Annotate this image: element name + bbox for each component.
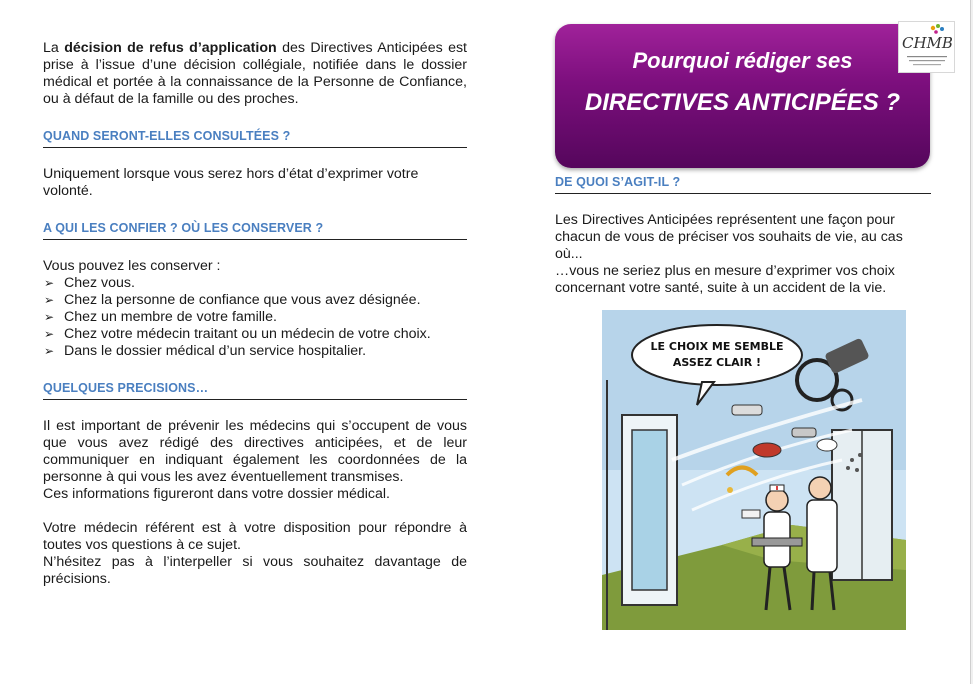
heading-precisions: QUELQUES PRECISIONS… [43,380,467,400]
list-item [43,275,467,292]
consultation-text: Uniquement lorsque vous serez hors d’état d’exprimer votre volonté. [43,166,419,199]
heading-a-qui: A QUI LES CONFIER ? OÙ LES CONSERVER ? [43,220,467,240]
intro-text-end: des Directives Anticipées est prise à l’issue d’une décision collégiale, notifiée dans le dossier médical et portée à la connaissance de la Personne de Confiance, ou à défaut de la famille ou des proches. [43,40,467,107]
cartoon-illustration [602,310,906,630]
intro-text-start: La [43,40,65,56]
list-item [43,326,467,343]
de-quoi-paragraph-2: …vous ne seriez plus en mesure d’exprimer vos choix concernant votre santé, suite à un accident de la vie. [555,263,895,296]
precisions-paragraph-3: Votre médecin référent est à votre disposition pour répondre à toutes vos questions à ce sujet. [43,520,467,553]
arrowhead-bullet-icon: ➢ [44,293,55,307]
list-item [43,309,467,326]
list-item-text: Dans le dossier médical d’un service hospitalier. [64,343,367,359]
arrowhead-bullet-icon: ➢ [44,344,55,358]
list-item-text: Chez votre médecin traitant ou un médecin de votre choix. [64,326,431,342]
precisions-paragraph-1: Il est important de prévenir les médecins qui s’occupent de vous que vous avez rédigé des directives anticipées, et de leur communiquer en indiquant également les coordonnées de la personne à qui vous les avez éventuellement transmises. [43,418,467,485]
banner-title-line-2: DIRECTIVES ANTICIPÉES ? [584,89,901,116]
conserver-list [43,275,467,360]
hospital-logo [898,21,955,73]
arrowhead-bullet-icon: ➢ [44,310,55,324]
heading-quand: QUAND SERONT-ELLES CONSULTÉES ? [43,128,467,148]
arrowhead-bullet-icon: ➢ [44,327,55,341]
speech-bubble-line-2: ASSEZ CLAIR ! [672,356,762,369]
title-banner [555,24,930,168]
banner-title-line-1: Pourquoi rédiger ses [632,48,853,73]
heading-de-quoi: DE QUOI S’AGIT-IL ? [555,174,931,194]
arrowhead-bullet-icon: ➢ [44,276,55,290]
right-text-block [555,174,931,297]
logo-initials: CHMB [902,34,953,52]
logo-graphic [899,22,954,72]
speech-bubble-line-1: LE CHOIX ME SEMBLE [650,340,784,353]
list-item [43,292,467,309]
precisions-paragraph-2: Ces informations figureront dans votre dossier médical. [43,486,390,502]
list-item-text: Chez un membre de votre famille. [64,309,277,325]
list-item [43,343,467,360]
intro-bold-text: décision de refus d’application [64,40,277,56]
list-item-text: Chez vous. [64,275,135,291]
intro-paragraph [43,40,467,108]
list-item-text: Chez la personne de confiance que vous avez désignée. [64,292,421,308]
de-quoi-paragraph-1: Les Directives Anticipées représentent une façon pour chacun de vous de préciser vos souhaits de vie, au cas où... [555,212,903,262]
left-column [43,40,467,588]
conserver-intro: Vous pouvez les conserver : [43,258,221,274]
cartoon-drawing [602,310,906,630]
precisions-paragraph-4: N’hésitez pas à l’interpeller si vous souhaitez davantage de précisions. [43,554,467,587]
